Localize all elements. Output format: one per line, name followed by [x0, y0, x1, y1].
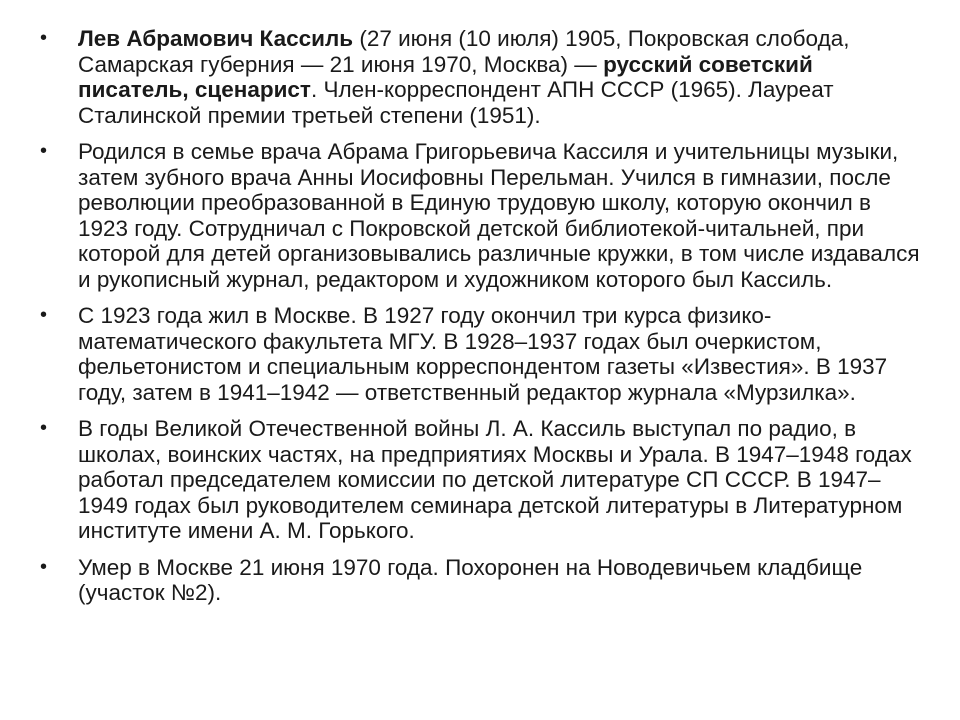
bullet-icon: • — [40, 27, 48, 49]
war-years-text: В годы Великой Отечественной войны Л. А. Кассиль выступал по радио, в школах, воинских частях, на предприятиях Москвы и Урала. В 1947–1948 годах работал председателем комиссии по детской литературе СП СССР. В 1947–1949 годах был руководителем семинара детской литературы в Литературном институте имени А. М. Горького. — [78, 416, 912, 543]
bullet-icon: • — [40, 140, 48, 162]
person-role: русский советский писатель, сценарист — [78, 51, 813, 102]
bullet-icon: • — [40, 417, 48, 439]
intro-text-dates: (27 июня (10 июля) 1905, Покровская слобода, Самарская губерния — 21 июня 1970, Москва) — — [78, 26, 850, 77]
childhood-text: Родился в семье врача Абрама Григорьевича Кассиля и учительницы музыки, затем зубного врача Анны Иосифовны Перельман. Учился в гимназии, после революции преобразованной в Единую трудовую школу, которую окончил в 1923 году. Сотрудничал с Покровской детской библиотекой-читальней, при которой для детей организовывались различные кружки, в том числе издавался и рукописный журнал, редактором и художником которого был Кассиль. — [78, 139, 920, 292]
bullet-icon: • — [40, 555, 48, 578]
biography-bullet-list — [40, 26, 920, 617]
person-name: Лев Абрамович Кассиль — [78, 26, 354, 51]
death-text: Умер в Москве 21 июня 1970 года. Похоронен на Новодевичьем кладбище (участок №2). — [78, 554, 863, 605]
bullet-item-intro — [40, 26, 920, 128]
bullet-item-moscow — [40, 303, 920, 405]
bullet-item-war-years — [40, 416, 920, 544]
intro-text-awards: . Член-корреспондент АПН СССР (1965). Лауреат Сталинской премии третьей степени (1951). — [78, 77, 834, 128]
bullet-item-death — [40, 555, 920, 606]
moscow-text: С 1923 года жил в Москве. В 1927 году окончил три курса физико-математического факультета МГУ. В 1928–1937 годах был очеркистом, фельетонистом и специальным корреспондентом газеты «Известия». В 1937 году, затем в 1941–1942 — ответственный редактор журнала «Мурзилка». — [78, 303, 888, 405]
bullet-item-childhood — [40, 139, 920, 292]
bullet-icon: • — [40, 304, 48, 326]
